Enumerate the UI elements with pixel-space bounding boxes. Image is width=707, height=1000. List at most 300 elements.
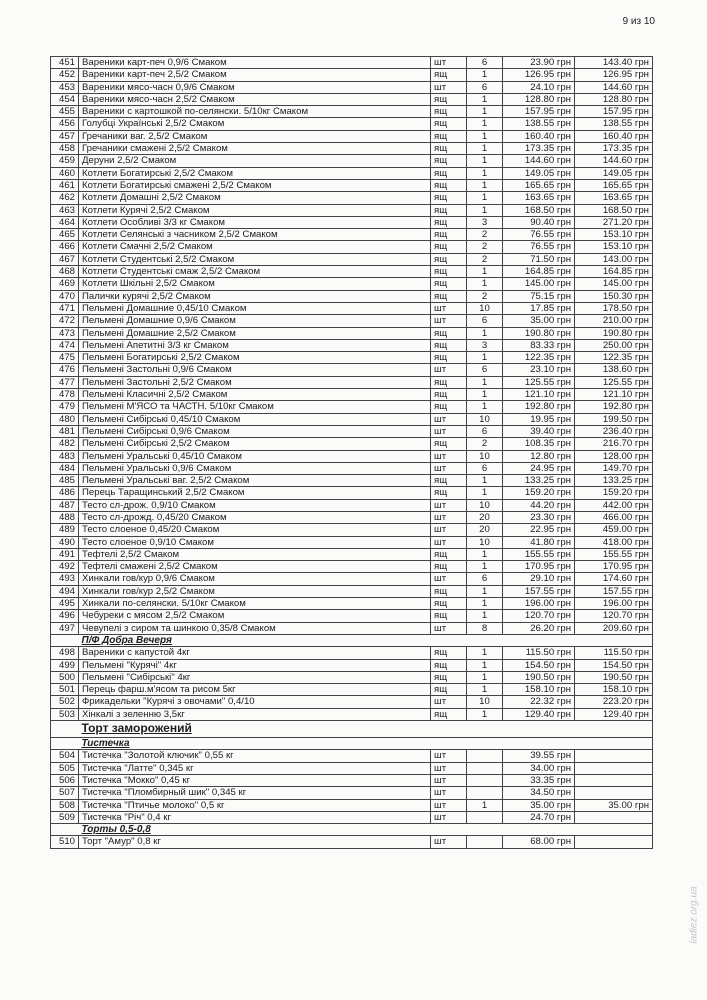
product-name: Пельмені Застольні 0,9/6 Смаком bbox=[79, 364, 431, 376]
unit-cell: шт bbox=[431, 450, 467, 462]
row-number: 486 bbox=[51, 487, 79, 499]
price-cell: 76.55 грн bbox=[503, 229, 575, 241]
unit-cell: шт bbox=[431, 425, 467, 437]
total-cell: 125.55 грн bbox=[575, 376, 653, 388]
total-cell: 192.80 грн bbox=[575, 401, 653, 413]
table-row bbox=[51, 241, 653, 253]
section-title: Торты 0,5-0,8 bbox=[81, 824, 151, 836]
price-cell: 157.95 грн bbox=[503, 106, 575, 118]
quantity-cell: 20 bbox=[467, 511, 503, 523]
product-name: Тистечка "Пломбирный шик" 0,345 кг bbox=[79, 787, 431, 799]
unit-cell: шт bbox=[431, 774, 467, 786]
total-cell: 129.40 грн bbox=[575, 708, 653, 720]
price-cell: 196.00 грн bbox=[503, 598, 575, 610]
unit-cell: ящ bbox=[431, 241, 467, 253]
row-number: 499 bbox=[51, 659, 79, 671]
quantity-cell: 1 bbox=[467, 610, 503, 622]
product-name: Котлети Богатирські 2,5/2 Смаком bbox=[79, 167, 431, 179]
unit-cell: ящ bbox=[431, 167, 467, 179]
price-cell: 126.95 грн bbox=[503, 69, 575, 81]
row-number: 469 bbox=[51, 278, 79, 290]
total-cell: 126.95 грн bbox=[575, 69, 653, 81]
price-cell: 24.95 грн bbox=[503, 462, 575, 474]
table-row bbox=[51, 774, 653, 786]
total-cell: 168.50 грн bbox=[575, 204, 653, 216]
price-cell: 163.65 грн bbox=[503, 192, 575, 204]
price-cell: 144.60 грн bbox=[503, 155, 575, 167]
quantity-cell: 3 bbox=[467, 216, 503, 228]
table-row bbox=[51, 585, 653, 597]
quantity-cell: 1 bbox=[467, 671, 503, 683]
price-cell: 24.10 грн bbox=[503, 81, 575, 93]
product-name: Тесто слоеное 0,9/10 Смаком bbox=[79, 536, 431, 548]
total-cell: 174.60 грн bbox=[575, 573, 653, 585]
product-name: Пельмені Уральські 0,45/10 Смаком bbox=[79, 450, 431, 462]
price-cell: 164.85 грн bbox=[503, 266, 575, 278]
row-number: 461 bbox=[51, 179, 79, 191]
unit-cell: ящ bbox=[431, 708, 467, 720]
row-number: 478 bbox=[51, 389, 79, 401]
total-cell: 165.65 грн bbox=[575, 179, 653, 191]
quantity-cell: 20 bbox=[467, 524, 503, 536]
price-cell: 23.30 грн bbox=[503, 511, 575, 523]
quantity-cell: 1 bbox=[467, 69, 503, 81]
quantity-cell bbox=[467, 762, 503, 774]
row-number: 453 bbox=[51, 81, 79, 93]
total-cell: 157.95 грн bbox=[575, 106, 653, 118]
product-name: Пельмені Класичні 2,5/2 Смаком bbox=[79, 389, 431, 401]
table-row bbox=[51, 671, 653, 683]
price-cell: 121.10 грн bbox=[503, 389, 575, 401]
unit-cell: ящ bbox=[431, 216, 467, 228]
quantity-cell: 10 bbox=[467, 450, 503, 462]
total-cell: 149.05 грн bbox=[575, 167, 653, 179]
product-name: Вареники мясо-часн 0,9/6 Смаком bbox=[79, 81, 431, 93]
row-number: 507 bbox=[51, 787, 79, 799]
quantity-cell: 1 bbox=[467, 585, 503, 597]
total-cell: 250.00 грн bbox=[575, 339, 653, 351]
price-cell: 24.70 грн bbox=[503, 811, 575, 823]
section-header-row bbox=[51, 738, 653, 750]
price-cell: 22.95 грн bbox=[503, 524, 575, 536]
table-row bbox=[51, 413, 653, 425]
row-number: 494 bbox=[51, 585, 79, 597]
unit-cell: шт bbox=[431, 302, 467, 314]
quantity-cell: 1 bbox=[467, 352, 503, 364]
table-row bbox=[51, 573, 653, 585]
quantity-cell: 1 bbox=[467, 192, 503, 204]
quantity-cell: 10 bbox=[467, 499, 503, 511]
quantity-cell: 3 bbox=[467, 339, 503, 351]
product-name: Вареники мясо-часн 2,5/2 Смаком bbox=[79, 93, 431, 105]
price-cell: 23.10 грн bbox=[503, 364, 575, 376]
product-name: Гречаники смажені 2,5/2 Смаком bbox=[79, 143, 431, 155]
product-name: Пельмені Застольні 2,5/2 Смаком bbox=[79, 376, 431, 388]
section-header-row bbox=[51, 634, 653, 646]
row-number: 476 bbox=[51, 364, 79, 376]
unit-cell: ящ bbox=[431, 647, 467, 659]
section-title: П/Ф Добра Вечеря bbox=[81, 634, 172, 646]
total-cell: 236.40 грн bbox=[575, 425, 653, 437]
total-cell: 173.35 грн bbox=[575, 143, 653, 155]
product-name: Пельмені Уральські ваг. 2,5/2 Смаком bbox=[79, 475, 431, 487]
product-name: Котлети Домашні 2,5/2 Смаком bbox=[79, 192, 431, 204]
row-number: 467 bbox=[51, 253, 79, 265]
unit-cell: ящ bbox=[431, 106, 467, 118]
section-header-row bbox=[51, 721, 653, 738]
price-cell: 34.00 грн bbox=[503, 762, 575, 774]
product-name: Вареники с картошкой по-селянски. 5/10кг Смаком bbox=[79, 106, 431, 118]
table-row bbox=[51, 130, 653, 142]
product-name: Котлети Особливі 3/3 кг Смаком bbox=[79, 216, 431, 228]
table-row bbox=[51, 799, 653, 811]
product-name: Тистечка "Мокко" 0,45 кг bbox=[79, 774, 431, 786]
product-name: Тистечка "Латте" 0,345 кг bbox=[79, 762, 431, 774]
total-cell: 216.70 грн bbox=[575, 438, 653, 450]
price-cell: 122.35 грн bbox=[503, 352, 575, 364]
product-name: Тистечка "Річ" 0,4 кг bbox=[79, 811, 431, 823]
table-row bbox=[51, 352, 653, 364]
quantity-cell bbox=[467, 836, 503, 848]
row-number: 470 bbox=[51, 290, 79, 302]
product-name: Гречаники ваг. 2,5/2 Смаком bbox=[79, 130, 431, 142]
product-name: Деруни 2,5/2 Смаком bbox=[79, 155, 431, 167]
row-number: 454 bbox=[51, 93, 79, 105]
unit-cell: ящ bbox=[431, 130, 467, 142]
table-row bbox=[51, 622, 653, 634]
unit-cell: ящ bbox=[431, 487, 467, 499]
price-cell: 29.10 грн bbox=[503, 573, 575, 585]
total-cell bbox=[575, 750, 653, 762]
quantity-cell: 1 bbox=[467, 266, 503, 278]
quantity-cell: 1 bbox=[467, 130, 503, 142]
price-cell: 41.80 грн bbox=[503, 536, 575, 548]
quantity-cell: 1 bbox=[467, 401, 503, 413]
price-cell: 83.33 грн bbox=[503, 339, 575, 351]
total-cell: 459.00 грн bbox=[575, 524, 653, 536]
unit-cell: ящ bbox=[431, 598, 467, 610]
total-cell: 144.60 грн bbox=[575, 81, 653, 93]
row-number: 485 bbox=[51, 475, 79, 487]
table-row bbox=[51, 696, 653, 708]
row-number: 462 bbox=[51, 192, 79, 204]
product-name: Тистечка "Золотой ключик" 0,55 кг bbox=[79, 750, 431, 762]
product-name: Пельмені Домашние 0,9/6 Смаком bbox=[79, 315, 431, 327]
product-name: Хинкали по-селянски. 5/10кг Смаком bbox=[79, 598, 431, 610]
price-cell: 33.35 грн bbox=[503, 774, 575, 786]
table-row bbox=[51, 401, 653, 413]
price-cell: 154.50 грн bbox=[503, 659, 575, 671]
product-name: Котлети Студентські смаж 2,5/2 Смаком bbox=[79, 266, 431, 278]
product-name: Тефтелі 2,5/2 Смаком bbox=[79, 548, 431, 560]
product-name: Перець фарш.м'ясом та рисом 5кг bbox=[79, 684, 431, 696]
table-row bbox=[51, 106, 653, 118]
row-number: 488 bbox=[51, 511, 79, 523]
section-spacer bbox=[51, 721, 79, 738]
product-name: Пельмені Уральські 0,9/6 Смаком bbox=[79, 462, 431, 474]
table-row bbox=[51, 462, 653, 474]
section-title-cell bbox=[79, 634, 653, 646]
product-name: Котлети Курячі 2,5/2 Смаком bbox=[79, 204, 431, 216]
total-cell: 199.50 грн bbox=[575, 413, 653, 425]
table-row bbox=[51, 93, 653, 105]
unit-cell: ящ bbox=[431, 192, 467, 204]
quantity-cell: 2 bbox=[467, 438, 503, 450]
table-row bbox=[51, 69, 653, 81]
quantity-cell: 1 bbox=[467, 684, 503, 696]
price-cell: 129.40 грн bbox=[503, 708, 575, 720]
quantity-cell: 1 bbox=[467, 167, 503, 179]
total-cell: 157.55 грн bbox=[575, 585, 653, 597]
total-cell: 122.35 грн bbox=[575, 352, 653, 364]
quantity-cell: 6 bbox=[467, 364, 503, 376]
total-cell bbox=[575, 836, 653, 848]
table-row bbox=[51, 216, 653, 228]
total-cell: 164.85 грн bbox=[575, 266, 653, 278]
total-cell: 418.00 грн bbox=[575, 536, 653, 548]
price-cell: 23.90 грн bbox=[503, 57, 575, 69]
unit-cell: ящ bbox=[431, 229, 467, 241]
price-cell: 26.20 грн bbox=[503, 622, 575, 634]
unit-cell: ящ bbox=[431, 659, 467, 671]
table-row bbox=[51, 548, 653, 560]
product-name: Пельмені М'ЯСО та ЧАСТН. 5/10кг Смаком bbox=[79, 401, 431, 413]
row-number: 451 bbox=[51, 57, 79, 69]
price-cell: 76.55 грн bbox=[503, 241, 575, 253]
section-spacer bbox=[51, 634, 79, 646]
quantity-cell: 1 bbox=[467, 143, 503, 155]
quantity-cell: 1 bbox=[467, 659, 503, 671]
unit-cell: ящ bbox=[431, 548, 467, 560]
total-cell: 115.50 грн bbox=[575, 647, 653, 659]
quantity-cell: 1 bbox=[467, 598, 503, 610]
row-number: 472 bbox=[51, 315, 79, 327]
unit-cell: ящ bbox=[431, 684, 467, 696]
price-cell: 173.35 грн bbox=[503, 143, 575, 155]
unit-cell: ящ bbox=[431, 204, 467, 216]
price-cell: 133.25 грн bbox=[503, 475, 575, 487]
price-cell: 19.95 грн bbox=[503, 413, 575, 425]
unit-cell: ящ bbox=[431, 327, 467, 339]
quantity-cell: 10 bbox=[467, 536, 503, 548]
row-number: 505 bbox=[51, 762, 79, 774]
product-name: Котлети Смачні 2,5/2 Смаком bbox=[79, 241, 431, 253]
row-number: 456 bbox=[51, 118, 79, 130]
table-row bbox=[51, 376, 653, 388]
total-cell: 144.60 грн bbox=[575, 155, 653, 167]
table-row bbox=[51, 192, 653, 204]
total-cell: 210.00 грн bbox=[575, 315, 653, 327]
table-row bbox=[51, 278, 653, 290]
quantity-cell bbox=[467, 774, 503, 786]
table-row bbox=[51, 561, 653, 573]
row-number: 459 bbox=[51, 155, 79, 167]
price-cell: 157.55 грн bbox=[503, 585, 575, 597]
total-cell: 138.55 грн bbox=[575, 118, 653, 130]
quantity-cell: 1 bbox=[467, 548, 503, 560]
table-row bbox=[51, 524, 653, 536]
quantity-cell: 6 bbox=[467, 315, 503, 327]
unit-cell: шт bbox=[431, 811, 467, 823]
unit-cell: шт bbox=[431, 81, 467, 93]
unit-cell: ящ bbox=[431, 671, 467, 683]
table-row bbox=[51, 57, 653, 69]
product-name: Перець Таращинський 2,5/2 Смаком bbox=[79, 487, 431, 499]
unit-cell: шт bbox=[431, 696, 467, 708]
table-row bbox=[51, 266, 653, 278]
total-cell: 158.10 грн bbox=[575, 684, 653, 696]
quantity-cell: 1 bbox=[467, 561, 503, 573]
product-name: Фрикадельки "Курячі з овочами" 0,4/10 bbox=[79, 696, 431, 708]
product-name: Котлети Богатирські смажені 2,5/2 Смаком bbox=[79, 179, 431, 191]
section-header-row bbox=[51, 824, 653, 836]
table-row bbox=[51, 81, 653, 93]
table-row bbox=[51, 302, 653, 314]
total-cell: 150.30 грн bbox=[575, 290, 653, 302]
product-name: Пельмені Домашние 0,45/10 Смаком bbox=[79, 302, 431, 314]
section-title-cell bbox=[79, 824, 653, 836]
table-row bbox=[51, 167, 653, 179]
quantity-cell: 1 bbox=[467, 106, 503, 118]
price-cell: 115.50 грн bbox=[503, 647, 575, 659]
table-row bbox=[51, 708, 653, 720]
quantity-cell: 10 bbox=[467, 302, 503, 314]
price-table bbox=[50, 56, 653, 849]
row-number: 508 bbox=[51, 799, 79, 811]
price-cell: 190.80 грн bbox=[503, 327, 575, 339]
total-cell: 223.20 грн bbox=[575, 696, 653, 708]
total-cell bbox=[575, 811, 653, 823]
price-cell: 160.40 грн bbox=[503, 130, 575, 142]
total-cell: 145.00 грн bbox=[575, 278, 653, 290]
total-cell: 442.00 грн bbox=[575, 499, 653, 511]
quantity-cell: 6 bbox=[467, 57, 503, 69]
table-row bbox=[51, 364, 653, 376]
table-row bbox=[51, 425, 653, 437]
watermark bbox=[684, 855, 704, 975]
unit-cell: ящ bbox=[431, 266, 467, 278]
unit-cell: ящ bbox=[431, 610, 467, 622]
row-number: 452 bbox=[51, 69, 79, 81]
table-row bbox=[51, 647, 653, 659]
watermark-text: ladiez.org.ua bbox=[688, 886, 700, 944]
quantity-cell: 6 bbox=[467, 573, 503, 585]
price-cell: 120.70 грн bbox=[503, 610, 575, 622]
total-cell: 120.70 грн bbox=[575, 610, 653, 622]
table-row bbox=[51, 253, 653, 265]
unit-cell: ящ bbox=[431, 376, 467, 388]
product-name: Пельмені Сибірські 0,9/6 Смаком bbox=[79, 425, 431, 437]
table-row bbox=[51, 684, 653, 696]
product-name: Пельмені Сибірські 0,45/10 Смаком bbox=[79, 413, 431, 425]
quantity-cell: 1 bbox=[467, 179, 503, 191]
total-cell: 209.60 грн bbox=[575, 622, 653, 634]
product-name: Тефтелі смажені 2,5/2 Смаком bbox=[79, 561, 431, 573]
row-number: 479 bbox=[51, 401, 79, 413]
product-name: Пельмені Домашние 2,5/2 Смаком bbox=[79, 327, 431, 339]
product-name: Котлети Селянські з часником 2,5/2 Смаком bbox=[79, 229, 431, 241]
row-number: 477 bbox=[51, 376, 79, 388]
total-cell bbox=[575, 774, 653, 786]
table-row bbox=[51, 438, 653, 450]
table-row bbox=[51, 179, 653, 191]
table-row bbox=[51, 511, 653, 523]
price-cell: 149.05 грн bbox=[503, 167, 575, 179]
product-name: Тесто сл-дрожд. 0,45/20 Смаком bbox=[79, 511, 431, 523]
table-row bbox=[51, 536, 653, 548]
row-number: 496 bbox=[51, 610, 79, 622]
quantity-cell: 1 bbox=[467, 389, 503, 401]
quantity-cell: 1 bbox=[467, 204, 503, 216]
unit-cell: шт bbox=[431, 573, 467, 585]
product-name: Тесто слоеное 0,45/20 Смаком bbox=[79, 524, 431, 536]
unit-cell: шт bbox=[431, 750, 467, 762]
unit-cell: шт bbox=[431, 462, 467, 474]
quantity-cell: 1 bbox=[467, 376, 503, 388]
quantity-cell: 1 bbox=[467, 278, 503, 290]
row-number: 484 bbox=[51, 462, 79, 474]
row-number: 474 bbox=[51, 339, 79, 351]
unit-cell: ящ bbox=[431, 143, 467, 155]
price-cell: 165.65 грн bbox=[503, 179, 575, 191]
quantity-cell: 1 bbox=[467, 708, 503, 720]
price-cell: 192.80 грн bbox=[503, 401, 575, 413]
table-row bbox=[51, 339, 653, 351]
unit-cell: ящ bbox=[431, 352, 467, 364]
product-name: Хинкали гов/кур 2,5/2 Смаком bbox=[79, 585, 431, 597]
row-number: 509 bbox=[51, 811, 79, 823]
row-number: 483 bbox=[51, 450, 79, 462]
total-cell: 153.10 грн bbox=[575, 241, 653, 253]
total-cell: 170.95 грн bbox=[575, 561, 653, 573]
unit-cell: ящ bbox=[431, 339, 467, 351]
quantity-cell bbox=[467, 811, 503, 823]
table-row bbox=[51, 118, 653, 130]
row-number: 464 bbox=[51, 216, 79, 228]
table-row bbox=[51, 327, 653, 339]
quantity-cell: 1 bbox=[467, 475, 503, 487]
table-row bbox=[51, 229, 653, 241]
product-name: Вареники с капустой 4кг bbox=[79, 647, 431, 659]
price-cell: 125.55 грн bbox=[503, 376, 575, 388]
row-number: 481 bbox=[51, 425, 79, 437]
unit-cell: шт bbox=[431, 499, 467, 511]
row-number: 463 bbox=[51, 204, 79, 216]
row-number: 482 bbox=[51, 438, 79, 450]
price-cell: 158.10 грн bbox=[503, 684, 575, 696]
price-cell: 12.80 грн bbox=[503, 450, 575, 462]
price-cell: 17.85 грн bbox=[503, 302, 575, 314]
unit-cell: ящ bbox=[431, 438, 467, 450]
row-number: 493 bbox=[51, 573, 79, 585]
row-number: 465 bbox=[51, 229, 79, 241]
product-name: Хінкалі з зеленню 3,5кг bbox=[79, 708, 431, 720]
row-number: 506 bbox=[51, 774, 79, 786]
row-number: 495 bbox=[51, 598, 79, 610]
row-number: 492 bbox=[51, 561, 79, 573]
row-number: 510 bbox=[51, 836, 79, 848]
price-cell: 35.00 грн bbox=[503, 799, 575, 811]
section-spacer bbox=[51, 824, 79, 836]
section-spacer bbox=[51, 738, 79, 750]
product-name: Чевупелі з сиром та шинкою 0,35/8 Смаком bbox=[79, 622, 431, 634]
table-row bbox=[51, 487, 653, 499]
table-row bbox=[51, 499, 653, 511]
section-title-cell bbox=[79, 738, 653, 750]
product-name: Голубці Українські 2,5/2 Смаком bbox=[79, 118, 431, 130]
table-row bbox=[51, 787, 653, 799]
total-cell: 128.00 грн bbox=[575, 450, 653, 462]
